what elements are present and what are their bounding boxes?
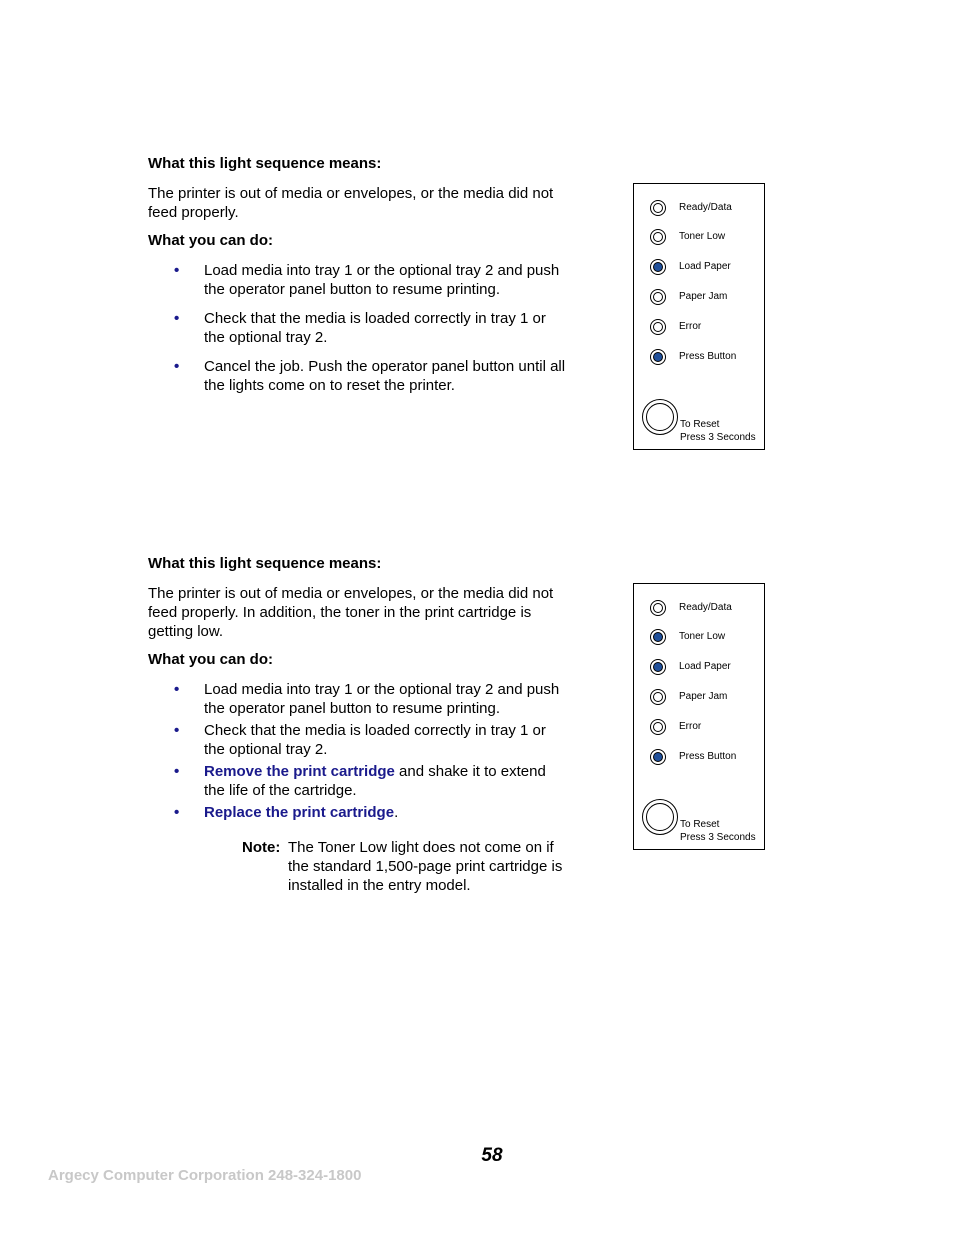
list-item xyxy=(148,309,568,347)
meaning-heading: What this light sequence means: xyxy=(148,155,382,172)
led-on-icon xyxy=(650,659,666,675)
light-label: Paper Jam xyxy=(679,291,728,302)
light-label: Toner Low xyxy=(679,231,726,242)
bullet-icon: • xyxy=(174,262,180,279)
note xyxy=(148,838,568,895)
action-heading: What you can do: xyxy=(148,651,273,668)
light-paper-jam xyxy=(650,287,727,307)
bullet-icon: • xyxy=(174,310,180,327)
light-label: Toner Low xyxy=(679,631,726,642)
led-off-icon xyxy=(650,229,666,245)
led-off-icon xyxy=(650,689,666,705)
reset-instruction xyxy=(680,418,756,444)
action-list xyxy=(148,261,568,395)
light-error xyxy=(650,317,701,337)
light-press-button xyxy=(650,747,736,767)
list-item-text: Load media into tray 1 or the optional tray 2 and push the operator panel button to resume printing. xyxy=(204,681,560,717)
reset-button-icon xyxy=(642,799,678,835)
list-item-text: Check that the media is loaded correctly in tray 1 or the optional tray 2. xyxy=(204,310,546,346)
bullet-icon: • xyxy=(174,763,180,780)
list-item xyxy=(148,721,568,759)
list-item-text: Cancel the job. Push the operator panel button until all the lights come on to reset the printer. xyxy=(204,358,566,394)
led-off-icon xyxy=(650,289,666,305)
bullet-icon: • xyxy=(174,358,180,375)
list-item xyxy=(148,357,568,395)
operator-panel-2 xyxy=(633,583,765,850)
led-on-icon xyxy=(650,749,666,765)
led-off-icon xyxy=(650,200,666,216)
action-heading: What you can do: xyxy=(148,232,273,249)
list-item-text: Check that the media is loaded correctly in tray 1 or the optional tray 2. xyxy=(204,722,546,758)
list-item xyxy=(148,762,568,800)
operator-panel-1 xyxy=(633,183,765,450)
section-2 xyxy=(148,555,568,895)
bullet-icon: • xyxy=(174,722,180,739)
light-label: Load Paper xyxy=(679,261,731,272)
light-toner-low xyxy=(650,227,725,247)
remove-cartridge-link[interactable]: Remove the print cartridge xyxy=(204,763,395,780)
list-item-text: and shake it to extend the life of the cartridge. xyxy=(204,763,546,799)
led-off-icon xyxy=(650,719,666,735)
light-label: Ready/Data xyxy=(679,602,732,613)
list-item-text: . xyxy=(394,804,399,821)
light-load-paper xyxy=(650,657,731,677)
light-ready-data xyxy=(650,598,732,618)
footer-text: Argecy Computer Corporation 248-324-1800 xyxy=(48,1167,362,1184)
light-label: Press Button xyxy=(679,751,737,762)
list-item-text: Load media into tray 1 or the optional tray 2 and push the operator panel button to resume printing. xyxy=(204,262,560,298)
reset-line-2: Press 3 Seconds xyxy=(680,432,756,443)
bullet-icon: • xyxy=(174,681,180,698)
led-off-icon xyxy=(650,319,666,335)
section-1 xyxy=(148,155,568,395)
led-on-icon xyxy=(650,349,666,365)
light-label: Press Button xyxy=(679,351,737,362)
light-toner-low xyxy=(650,627,725,647)
light-load-paper xyxy=(650,257,731,277)
light-label: Error xyxy=(679,321,702,332)
light-paper-jam xyxy=(650,687,727,707)
bullet-icon: • xyxy=(174,804,180,821)
page-number: 58 xyxy=(481,1145,503,1166)
reset-instruction xyxy=(680,818,756,844)
reset-line-2: Press 3 Seconds xyxy=(680,832,756,843)
light-label: Paper Jam xyxy=(679,691,728,702)
list-item xyxy=(148,680,568,718)
reset-line-1: To Reset xyxy=(680,819,720,830)
led-off-icon xyxy=(650,600,666,616)
light-label: Ready/Data xyxy=(679,202,732,213)
replace-cartridge-link[interactable]: Replace the print cartridge xyxy=(204,804,395,821)
meaning-heading: What this light sequence means: xyxy=(148,555,382,572)
reset-button-icon xyxy=(642,399,678,435)
led-on-icon xyxy=(650,259,666,275)
light-label: Error xyxy=(679,721,702,732)
light-label: Load Paper xyxy=(679,661,731,672)
light-error xyxy=(650,717,701,737)
meaning-text: The printer is out of media or envelopes, or the media did not feed properly. In addition, the toner in the print cartridge is getting low. xyxy=(148,585,554,640)
led-on-icon xyxy=(650,629,666,645)
light-press-button xyxy=(650,347,736,367)
list-item xyxy=(148,803,568,822)
note-label: Note: xyxy=(242,839,281,856)
reset-line-1: To Reset xyxy=(680,419,720,430)
action-list xyxy=(148,680,568,822)
meaning-text: The printer is out of media or envelopes, or the media did not feed properly. xyxy=(148,185,554,221)
list-item xyxy=(148,261,568,299)
light-ready-data xyxy=(650,198,732,218)
note-text: The Toner Low light does not come on if the standard 1,500-page print cartridge is installed in the entry model. xyxy=(288,839,563,894)
